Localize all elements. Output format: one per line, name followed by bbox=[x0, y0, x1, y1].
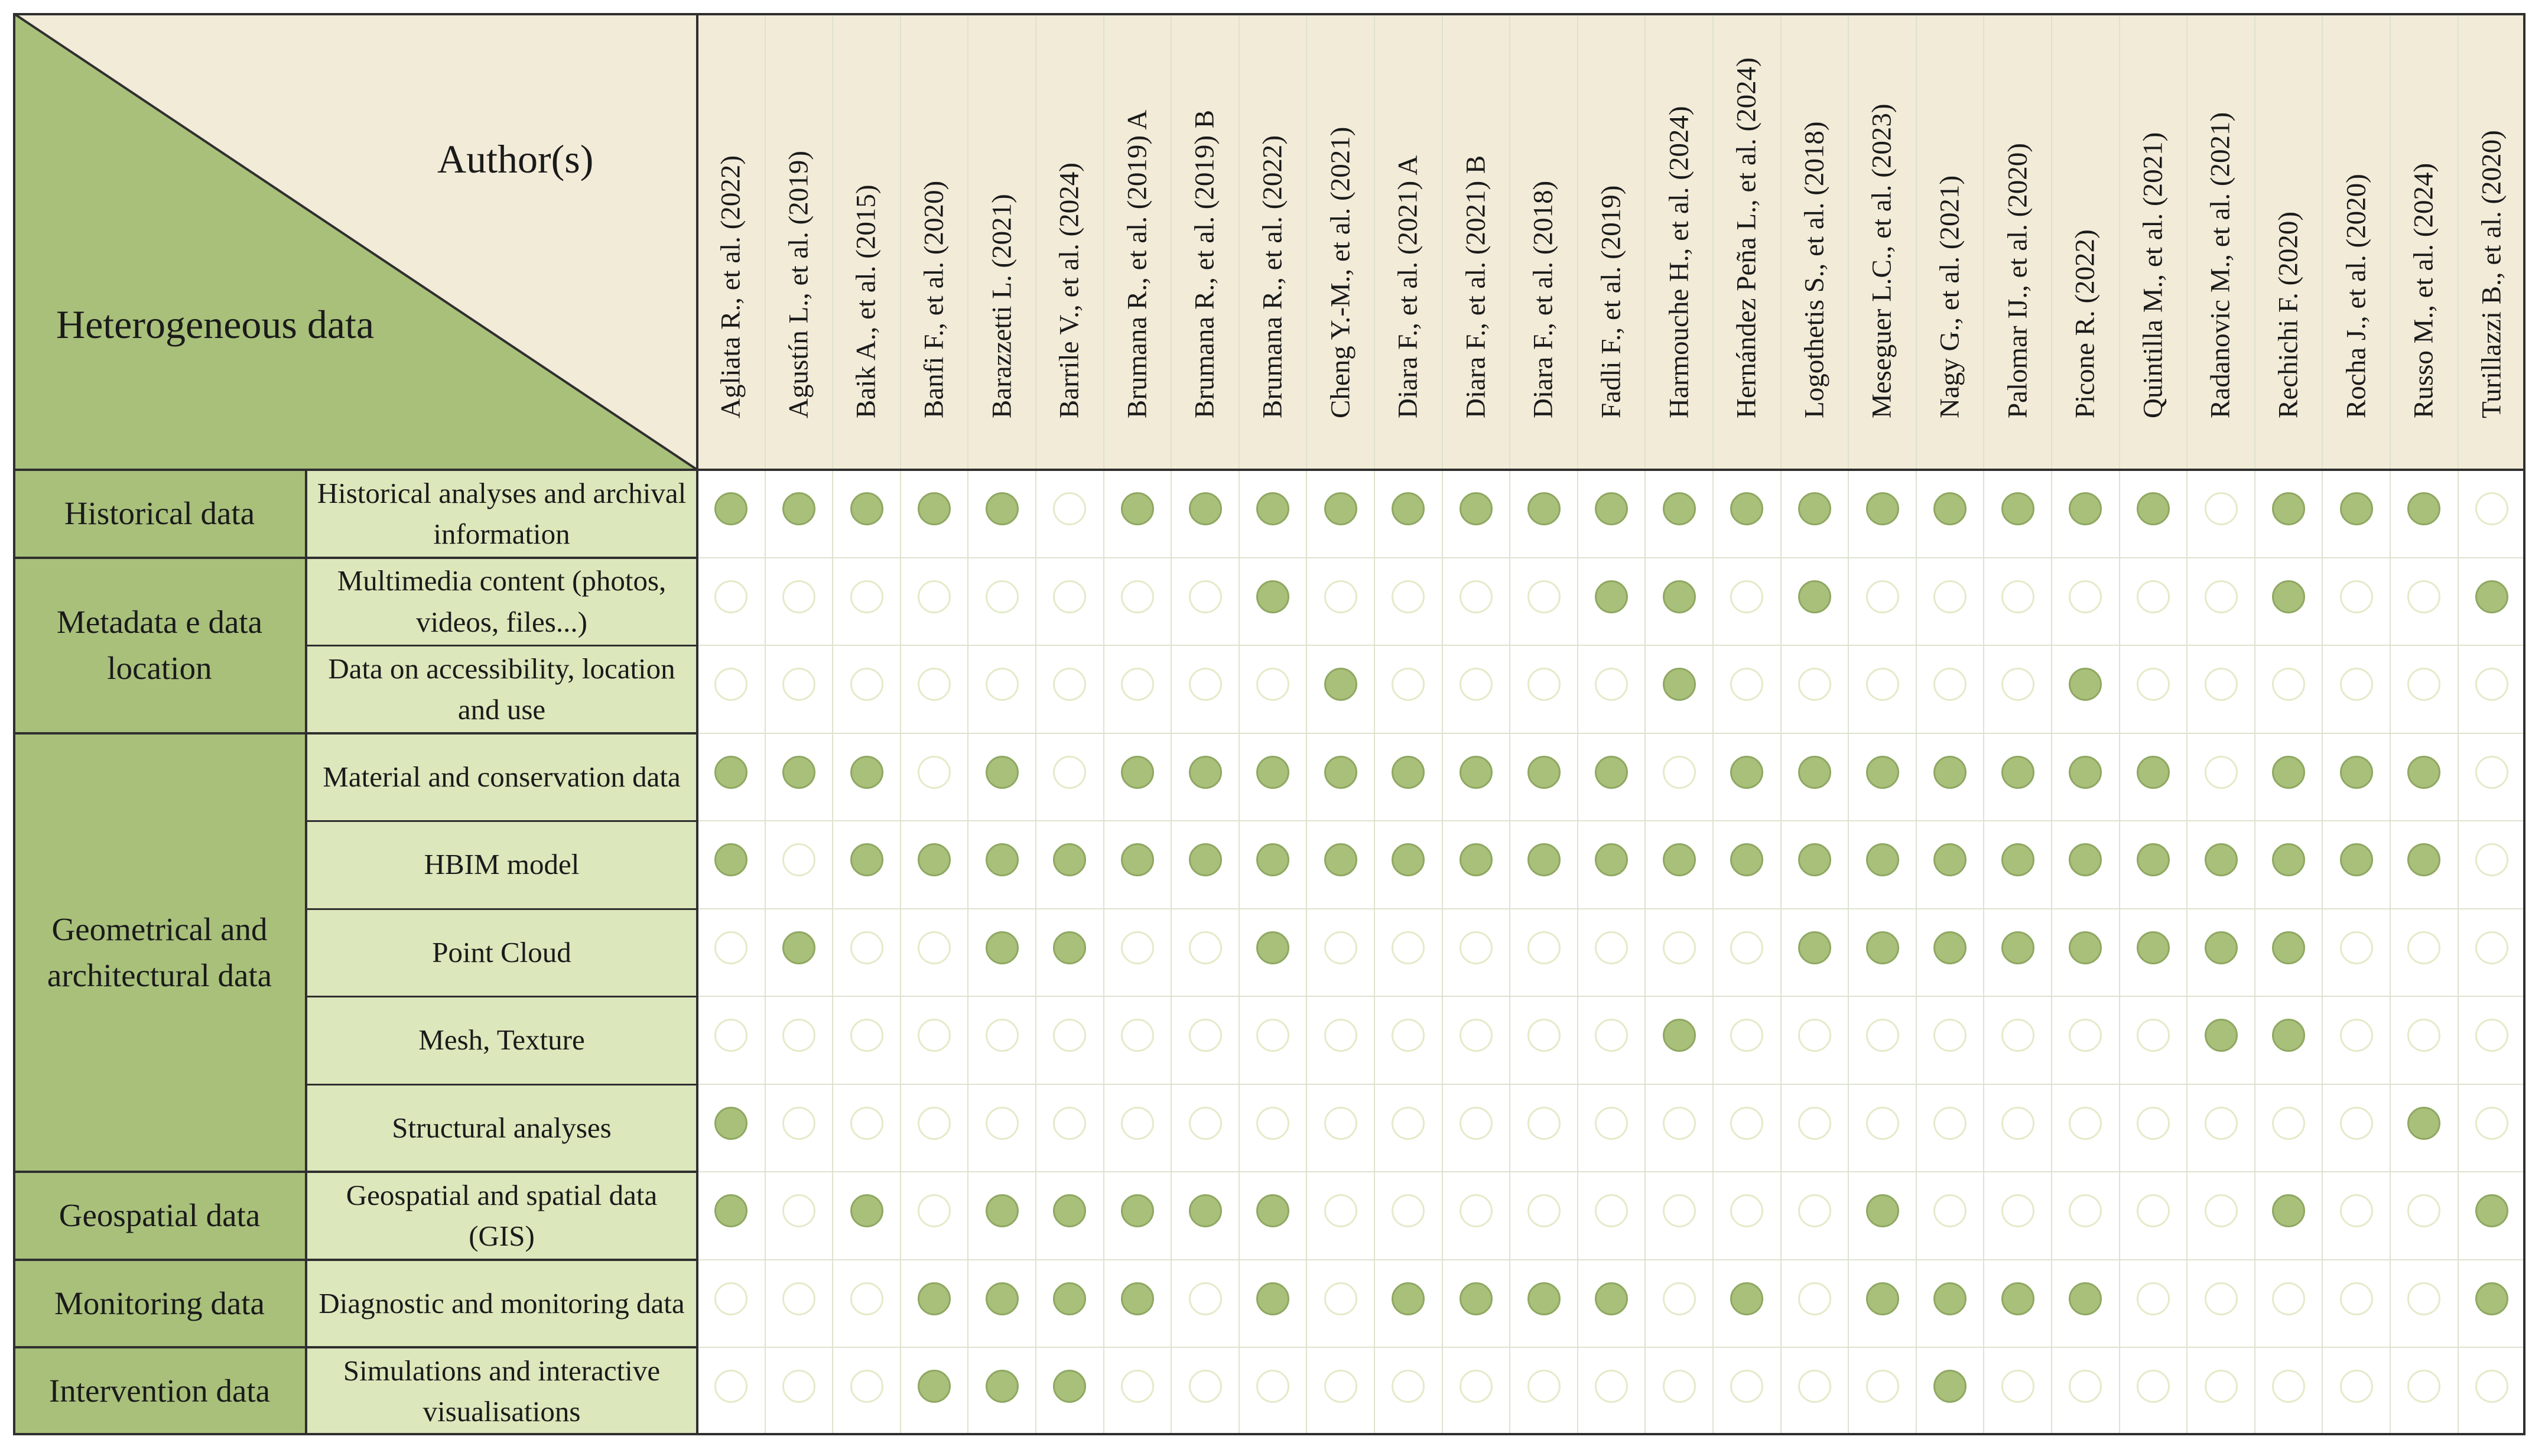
author-name: Hernández Peña L., et al. (2024) bbox=[1731, 57, 1762, 418]
category-cell: Metadata e data location bbox=[13, 558, 306, 733]
category-cell: Historical data bbox=[13, 470, 306, 558]
author-name: Meseguer L.C., et al. (2023) bbox=[1866, 103, 1897, 418]
subcategory-cell: Data on accessibility, location and use bbox=[306, 645, 697, 733]
subcategory-cell: HBIM model bbox=[306, 821, 697, 909]
author-name: Rechichi F. (2020) bbox=[2273, 212, 2304, 418]
author-name: Agliata R., et al. (2022) bbox=[715, 155, 746, 418]
author-name: Diara F., et al. (2021) B bbox=[1460, 155, 1491, 418]
subcategory-cell: Geospatial and spatial data (GIS) bbox=[306, 1172, 697, 1260]
category-cell: Geospatial data bbox=[13, 1172, 306, 1260]
author-name: Diara F., et al. (2021) A bbox=[1392, 155, 1423, 418]
author-name: Fadli F., et al. (2019) bbox=[1595, 185, 1627, 418]
author-name: Harmouche H., et al. (2024) bbox=[1663, 106, 1695, 418]
subcategory-cell: Structural analyses bbox=[306, 1084, 697, 1172]
author-name: Barrile V., et al. (2024) bbox=[1054, 162, 1085, 418]
subcategory-cell: Point Cloud bbox=[306, 909, 697, 997]
subcategory-cell: Material and conservation data bbox=[306, 733, 697, 821]
author-name: Brumana R., et al. (2019) B bbox=[1189, 109, 1220, 418]
author-name: Quintilla M., et al. (2021) bbox=[2137, 132, 2169, 418]
subcategory-cell: Multimedia content (photos, videos, files...) bbox=[306, 558, 697, 646]
author-name: Brumana R., et al. (2022) bbox=[1257, 135, 1288, 418]
author-name: Russo M., et al. (2024) bbox=[2408, 162, 2439, 418]
author-name: Logothetis S., et al. (2018) bbox=[1799, 121, 1830, 418]
subcategory-cell: Simulations and interactive visualisations bbox=[306, 1347, 697, 1435]
author-name: Brumana R., et al. (2019) A bbox=[1122, 109, 1153, 418]
author-name: Palomar IJ., et al. (2020) bbox=[2002, 143, 2033, 418]
subcategory-cell: Historical analyses and archival information bbox=[306, 470, 697, 558]
author-name: Turillazzi B., et al. (2020) bbox=[2476, 130, 2507, 418]
author-name: Barazzetti L. (2021) bbox=[986, 194, 1018, 418]
subcategory-cell: Mesh, Texture bbox=[306, 996, 697, 1084]
category-cell: Intervention data bbox=[13, 1347, 306, 1435]
table-border bbox=[13, 13, 2526, 1435]
author-name: Radanovic M., et al. (2021) bbox=[2205, 112, 2236, 418]
author-name: Cheng Y.-M., et al. (2021) bbox=[1325, 126, 1356, 418]
author-name: Baik A., et al. (2015) bbox=[850, 184, 882, 418]
author-name: Nagy G., et al. (2021) bbox=[1934, 175, 1965, 418]
subcategory-cell: Diagnostic and monitoring data bbox=[306, 1260, 697, 1348]
author-name: Agustín L., et al. (2019) bbox=[783, 151, 814, 418]
category-cell: Monitoring data bbox=[13, 1260, 306, 1348]
corner-heterogeneous-label: Heterogeneous data bbox=[56, 302, 375, 347]
author-name: Diara F., et al. (2018) bbox=[1527, 180, 1559, 418]
corner-author-label: Author(s) bbox=[437, 136, 594, 181]
author-name: Rocha J., et al. (2020) bbox=[2341, 174, 2372, 418]
author-name: Banfi F., et al. (2020) bbox=[918, 180, 950, 418]
category-cell: Geometrical and architectural data bbox=[13, 733, 306, 1172]
author-name: Picone R. (2022) bbox=[2069, 229, 2101, 418]
